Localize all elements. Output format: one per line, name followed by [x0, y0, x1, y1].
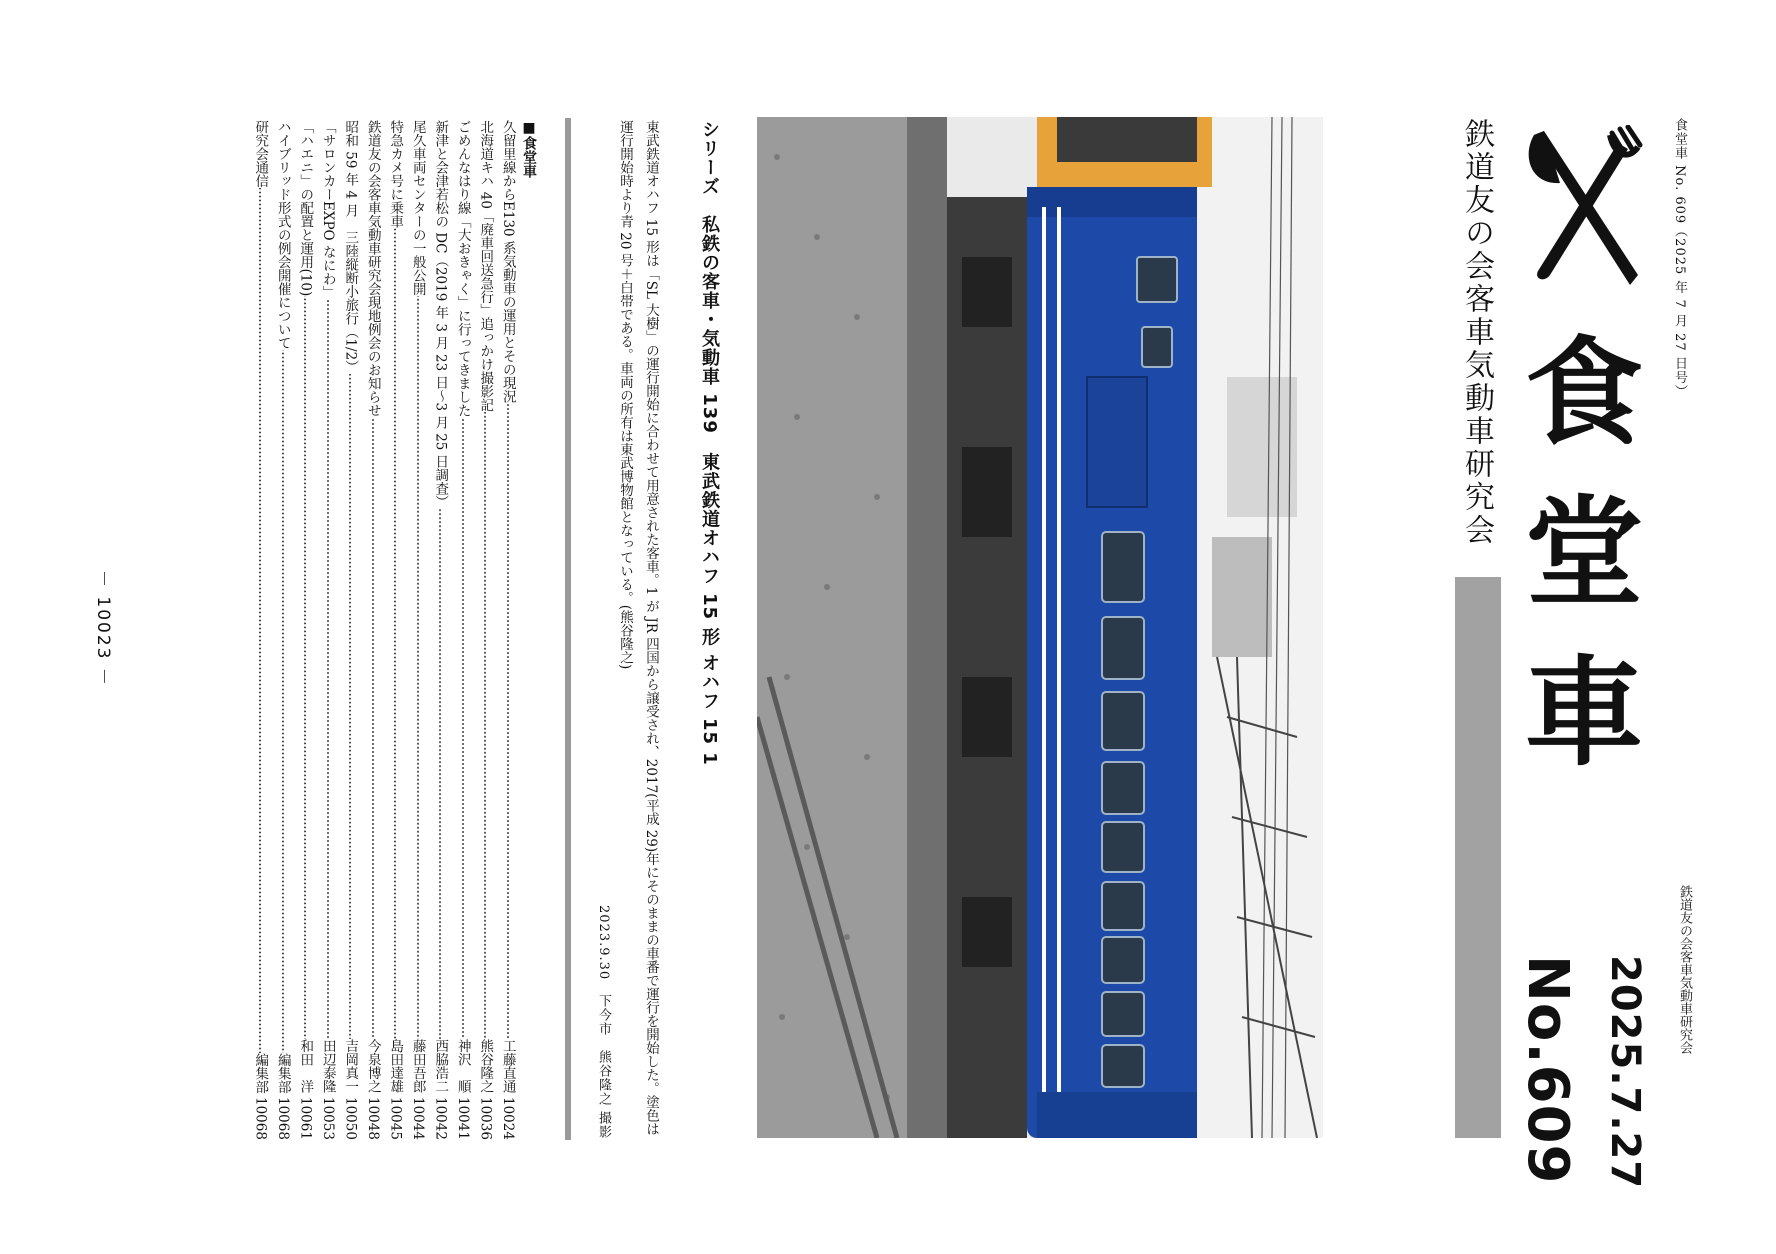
- series-title: シリーズ 私鉄の客車・気動車 139 東武鉄道オハフ 15 形 オハフ 15 1: [699, 120, 720, 766]
- toc-leader: [408, 296, 429, 1040]
- toc-item[interactable]: [272, 120, 295, 1140]
- toc-item-page: 10042: [432, 1097, 449, 1140]
- toc-item-page: 10068: [252, 1097, 269, 1140]
- toc-item-page: 10068: [274, 1097, 291, 1140]
- toc-item-page: 10048: [364, 1097, 381, 1140]
- toc-item-page: 10061: [297, 1097, 314, 1140]
- toc-item-title: 「サロンカーEXPO なにわ」: [319, 120, 336, 299]
- column-divider: [565, 118, 571, 1140]
- toc-item-page: 10024: [499, 1097, 516, 1140]
- issue-number: No.609: [1515, 955, 1580, 1185]
- toc-leader: [385, 228, 406, 1039]
- toc-item-title: 「ハエニ」の配置と運用(10): [297, 120, 314, 297]
- toc-heading: ■食堂車: [521, 120, 537, 178]
- toc-item-page: 10036: [477, 1097, 494, 1140]
- toc-item-page: 10041: [454, 1097, 471, 1140]
- toc-item-title: ごめんなはり線「大おきゃく」に行ってきました: [454, 120, 471, 417]
- page-number: － 10023 －: [93, 570, 113, 687]
- toc-item-author: 工藤直通: [499, 1039, 516, 1094]
- toc-leader: [295, 296, 316, 1039]
- photo-credit: 2023.9.30 下今市 熊谷隆之 撮影: [596, 905, 611, 1140]
- toc-item-title: 鉄道友の会客車気動車研究会現地例会のお知らせ: [364, 120, 381, 417]
- toc-item[interactable]: [407, 120, 430, 1140]
- toc-item[interactable]: [294, 120, 317, 1140]
- toc-item-author: 神沢 順: [454, 1039, 471, 1094]
- toc-item[interactable]: [384, 120, 407, 1140]
- toc-item-author: 島田達雄: [387, 1039, 404, 1094]
- cover-photo: [757, 117, 1323, 1138]
- toc-item-author: 熊谷隆之: [477, 1039, 494, 1094]
- toc-item-author: 編集部: [252, 1052, 269, 1094]
- toc-item-author: 藤田吾郎: [409, 1039, 426, 1094]
- toc-leader: [363, 417, 384, 1039]
- toc-item-title: 昭和 59 年 4 月 三陸縦断小旅行（1/2）: [342, 120, 359, 374]
- toc-item[interactable]: [452, 120, 475, 1140]
- issue-date: 2025.7.27: [1602, 955, 1648, 1190]
- toc-item[interactable]: [339, 120, 362, 1140]
- toc-leader: [318, 299, 339, 1039]
- toc-item-author: 和田 洋: [297, 1039, 314, 1094]
- toc-item-title: 尾久車両センターの一般公開: [409, 120, 426, 296]
- toc-leader: [498, 403, 519, 1039]
- masthead-bar: [1455, 577, 1501, 1138]
- toc-item[interactable]: [429, 120, 452, 1140]
- issue-line: 食堂車 No. 609（2025 年 7 月 27 日号）: [1672, 118, 1687, 399]
- toc-item[interactable]: [362, 120, 385, 1140]
- knife-fork-icon: [1520, 125, 1648, 295]
- toc-item[interactable]: [317, 120, 340, 1140]
- toc-item-page: 10045: [387, 1097, 404, 1140]
- toc-item-author: 西脇浩二: [432, 1039, 449, 1094]
- toc-item-title: 久留里線からE130 系気動車の運用とその現況: [499, 120, 516, 403]
- toc-item[interactable]: [497, 120, 520, 1140]
- toc-item[interactable]: [249, 120, 272, 1140]
- table-of-contents: [229, 120, 539, 1140]
- publisher-small: 鉄道友の会客車気動車研究会: [1677, 885, 1692, 1054]
- series-body: 東武鉄道オハフ 15 形は「SL 大樹」の運行開始に合わせて用意された客車。1 が JR 四国から譲受され、2017(平成 29)年にそのままの車番で運行を開始した。塗色は運行開始時より青 20 号＋白帯である。車両の所有は東武博物館となっている。(熊谷隆之): [617, 120, 659, 1136]
- toc-item[interactable]: [474, 120, 497, 1140]
- toc-leader: [273, 350, 294, 1053]
- toc-leader: [453, 417, 474, 1039]
- toc-item-author: 編集部: [274, 1052, 291, 1094]
- toc-item-title: 特急カメ号に乗車: [387, 120, 404, 228]
- toc-item-title: ハイブリッド形式の例会開催について: [274, 120, 291, 350]
- toc-leader: [340, 374, 361, 1039]
- toc-item-page: 10050: [342, 1097, 359, 1140]
- toc-item-title: 新津と会津若松の DC（2019 年 3 月 23 日～3 月 25 日調査）: [432, 120, 449, 509]
- toc-item-page: 10044: [409, 1097, 426, 1140]
- toc-leader: [475, 411, 496, 1039]
- toc-item-author: 吉岡真一: [342, 1039, 359, 1094]
- toc-item-author: 田辺泰隆: [319, 1039, 336, 1094]
- toc-leader: [430, 509, 451, 1039]
- toc-item-title: 北海道キハ 40「廃車回送急行」追っかけ撮影記: [477, 120, 494, 412]
- masthead-title: 食堂車: [1505, 330, 1643, 810]
- toc-item-author: 今泉博之: [364, 1039, 381, 1094]
- toc-leader: [250, 188, 271, 1053]
- toc-item-title: 研究会通信: [252, 120, 269, 188]
- society-name: 鉄道友の会客車気動車研究会: [1459, 118, 1494, 547]
- toc-item-page: 10053: [319, 1097, 336, 1140]
